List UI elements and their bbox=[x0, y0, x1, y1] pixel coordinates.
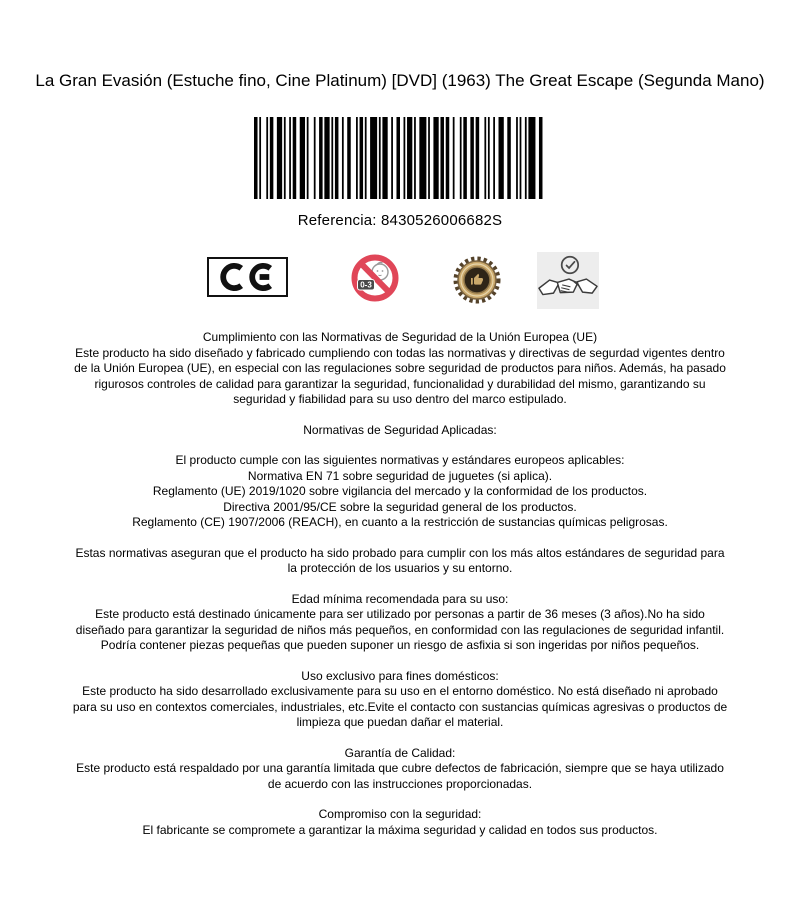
section-body: Este producto está respaldado por una garantía limitada que cubre defectos de fabricación, siempre que se haya utilizado de acuerdo con las instrucciones proporcionadas. bbox=[76, 761, 724, 791]
section-heading: Compromiso con la seguridad: bbox=[318, 807, 482, 821]
section-applied-norms-title bbox=[70, 423, 730, 439]
age-warning-label: 0-3 bbox=[360, 280, 372, 290]
section-norms-assurance bbox=[70, 546, 730, 577]
reference-number: Referencia: 8430526006682S bbox=[297, 212, 503, 229]
quality-seal-icon bbox=[452, 255, 502, 305]
compliance-text bbox=[70, 330, 730, 853]
section-heading: Cumplimiento con las Normativas de Seguridad de la Unión Europea (UE) bbox=[202, 330, 598, 344]
section-domestic-use bbox=[70, 669, 730, 731]
certification-icons-row bbox=[0, 250, 800, 312]
barcode-block bbox=[0, 117, 800, 229]
norm-item: Normativa EN 71 sobre seguridad de juguetes (si aplica). bbox=[247, 468, 553, 483]
section-body: Este producto ha sido desarrollado exclusivamente para su uso en el entorno doméstico. No está diseñado ni aprobado para su uso en contextos comerciales, industriales, etc.Evite el contacto con sustancias químicas agresivas o productos de limpieza que puedan dañar el material. bbox=[72, 684, 728, 729]
ce-mark-icon bbox=[207, 257, 288, 297]
section-quality-warranty bbox=[70, 746, 730, 793]
section-body: Este producto está destinado únicamente para ser utilizado por personas a partir de 36 meses (3 años).No ha sido diseñado para garantizar la seguridad de niños más pequeños, en conformidad con las regulaciones de seguridad infantil. Podría contener piezas pequeñas que pueden suponer un riesgo de asfixia si son ingeridas por niños pequeños. bbox=[75, 607, 725, 652]
barcode-image bbox=[254, 117, 546, 199]
norm-item: Reglamento (CE) 1907/2006 (REACH), en cuanto a la restricción de sustancias químicas peligrosas. bbox=[132, 515, 668, 529]
section-body: Este producto ha sido diseñado y fabricado cumpliendo con todas las normativas y directivas de segurdad vigentes dentro de la Unión Europea (UE), en especial con las regulaciones sobre seguridad de productos para niños. Además, ha pasado rigurosos controles de calidad para garantizar la seguridad, funcionalidad y durabilidad del mismo, garantizando su seguridad y fiabilidad para su uso dentro del marco estipulado. bbox=[74, 345, 726, 406]
norms-intro: El producto cumple con las siguientes normativas y estándares europeos aplicables: bbox=[175, 453, 625, 467]
section-heading: Edad mínima recomendada para su uso: bbox=[291, 591, 509, 606]
norm-item: Directiva 2001/95/CE sobre la seguridad general de los productos. bbox=[223, 499, 577, 514]
section-body: Estas normativas aseguran que el producto ha sido probado para cumplir con los más altos estándares de seguridad para la protección de los usuarios y su entorno. bbox=[75, 545, 725, 575]
ce-glyph bbox=[219, 262, 277, 292]
section-heading: Uso exclusivo para fines domésticos: bbox=[301, 668, 499, 683]
section-heading: Normativas de Seguridad Aplicadas: bbox=[303, 422, 497, 437]
handshake-guarantee-icon bbox=[537, 252, 599, 309]
section-eu-compliance bbox=[70, 330, 730, 408]
section-safety-commitment bbox=[70, 807, 730, 838]
page-title: La Gran Evasión (Estuche fino, Cine Platinum) [DVD] (1963) The Great Escape (Segunda Mano) bbox=[35, 71, 765, 90]
section-body: El fabricante se compromete a garantizar la máxima seguridad y calidad en todos sus productos. bbox=[142, 822, 658, 837]
age-warning-0-3-icon bbox=[351, 254, 399, 302]
section-heading: Garantía de Calidad: bbox=[344, 745, 456, 760]
norm-item: Reglamento (UE) 2019/1020 sobre vigilancia del mercado y la conformidad de los productos. bbox=[152, 484, 648, 498]
section-minimum-age bbox=[70, 592, 730, 654]
section-norms-list bbox=[70, 453, 730, 531]
